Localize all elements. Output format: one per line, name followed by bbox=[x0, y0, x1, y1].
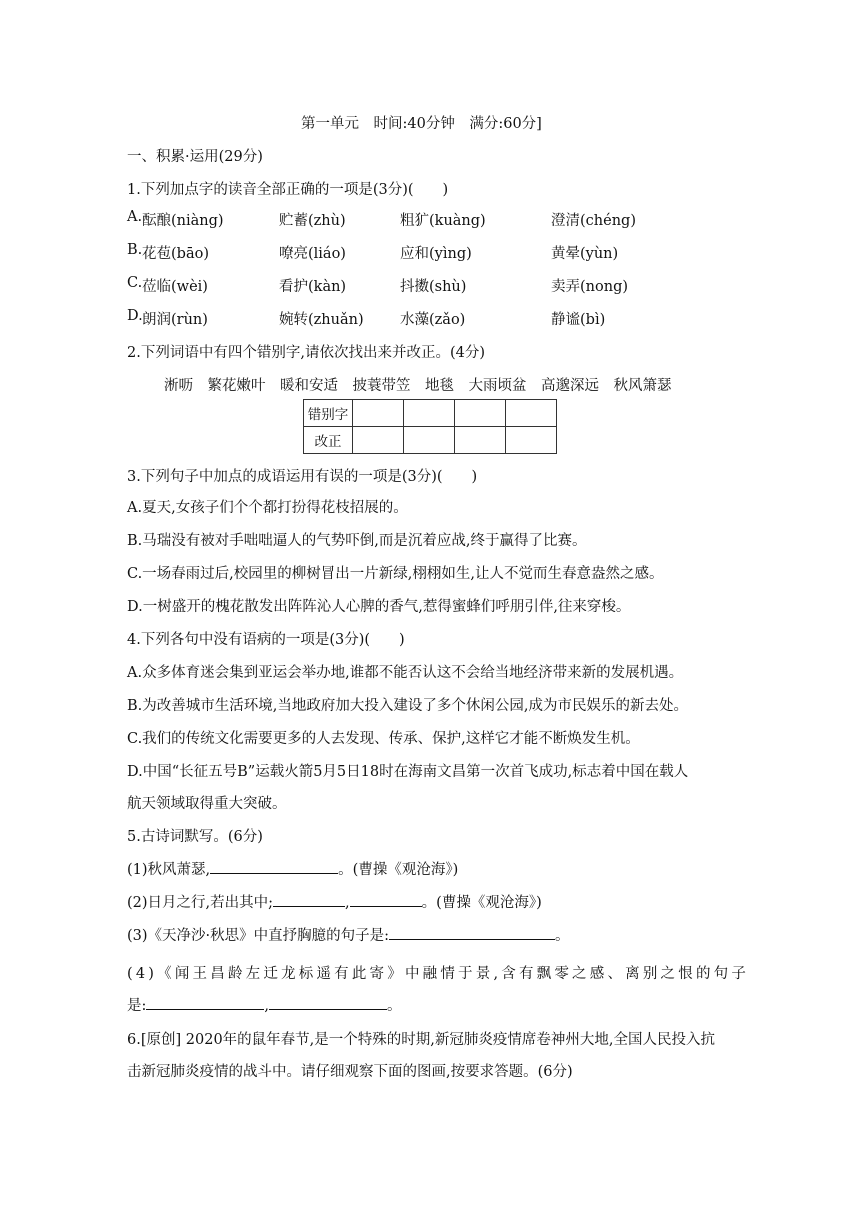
question-2-stem: 2.下列词语中有四个错别字,请依次找出来并改正。(4分) bbox=[127, 345, 485, 361]
question-6-line-2: 击新冠肺炎疫情的战斗中。请仔细观察下面的图画,按要求答题。(6分) bbox=[127, 1064, 573, 1080]
answer-blank[interactable] bbox=[273, 892, 345, 907]
table-header-wrong: 错别字 bbox=[304, 400, 353, 427]
question-2-word-list: 淅呖 繁花嫩叶 暖和安适 披蓑带笠 地毯 大雨顷盆 高邈深远 秋风箫瑟 bbox=[164, 378, 672, 394]
answer-blank[interactable] bbox=[269, 995, 387, 1010]
original-tag: [原创] bbox=[140, 1032, 182, 1048]
q5-item-1-prefix: (1)秋风萧瑟, bbox=[127, 862, 211, 878]
question-6-line-1 bbox=[127, 1028, 715, 1049]
table-cell[interactable] bbox=[353, 427, 404, 454]
q1-option-a-item1: 酝酿(niàng) bbox=[142, 213, 224, 229]
section-title: 一、积累·运用(29分) bbox=[127, 149, 263, 165]
q1-option-d-item1: 朗润(rùn) bbox=[142, 312, 208, 328]
question-3-stem: 3.下列句子中加点的成语运用有误的一项是(3分)( ) bbox=[127, 469, 478, 485]
table-cell[interactable] bbox=[506, 427, 557, 454]
q1-option-c-item1: 莅临(wèi) bbox=[142, 279, 208, 295]
q5-item-2-suffix: 。(曹操《观沧海》) bbox=[421, 895, 542, 911]
table-cell[interactable] bbox=[404, 427, 455, 454]
q5-item-1-suffix: 。(曹操《观沧海》) bbox=[338, 862, 459, 878]
q4-option-b: B.为改善城市生活环境,当地政府加大投入建设了多个休闲公园,成为市民娱乐的新去处。 bbox=[127, 698, 688, 714]
q3-option-b: B.马瑞没有被对手咄咄逼人的气势吓倒,而是沉着应战,终于赢得了比赛。 bbox=[127, 533, 587, 549]
table-cell[interactable] bbox=[455, 427, 506, 454]
q5-item-1 bbox=[127, 858, 458, 879]
q1-option-b-item3: 应和(yìng) bbox=[400, 246, 472, 262]
q3-option-c: C.一场春雨过后,校园里的柳树冒出一片新绿,栩栩如生,让人不觉而生春意盎然之感。 bbox=[127, 566, 664, 582]
table-header-correct: 改正 bbox=[304, 427, 353, 454]
q1-option-a-label: A. bbox=[127, 209, 143, 225]
q1-option-b-item1: 花苞(bāo) bbox=[142, 246, 209, 262]
q5-item-4-suffix: 。 bbox=[387, 998, 402, 1014]
q1-option-a-item3: 粗犷(kuàng) bbox=[400, 213, 486, 229]
q1-option-b-label: B. bbox=[127, 242, 143, 258]
q1-option-c-item2: 看护(kàn) bbox=[279, 279, 347, 295]
answer-blank[interactable] bbox=[210, 859, 338, 874]
answer-blank[interactable] bbox=[350, 892, 422, 907]
correction-table bbox=[303, 399, 557, 454]
answer-blank[interactable] bbox=[146, 995, 264, 1010]
q5-item-4-prefix: 是: bbox=[127, 998, 147, 1014]
q4-option-c: C.我们的传统文化需要更多的人去发现、传承、保护,这样它才能不断焕发生机。 bbox=[127, 731, 640, 747]
q5-item-4: (4)《闻王昌龄左迁龙标遥有此寄》中融情于景,含有飘零之感、离别之恨的句子 bbox=[127, 966, 750, 982]
question-4-stem: 4.下列各句中没有语病的一项是(3分)( ) bbox=[127, 632, 405, 648]
q1-option-c-item4: 卖弄(nong) bbox=[551, 279, 629, 295]
question-6-number: 6. bbox=[127, 1032, 141, 1048]
q1-option-b-item2: 嘹亮(liáo) bbox=[279, 246, 346, 262]
q1-option-c-item3: 抖擞(shù) bbox=[400, 279, 467, 295]
page-header: 第一单元 时间:40分钟 满分:60分] bbox=[301, 116, 542, 132]
q5-item-4-sep: , bbox=[264, 998, 269, 1014]
q1-option-d-item4: 静谧(bì) bbox=[551, 312, 606, 328]
table-cell[interactable] bbox=[353, 400, 404, 427]
table-cell[interactable] bbox=[404, 400, 455, 427]
q5-item-3-suffix: 。 bbox=[555, 928, 570, 944]
table-cell[interactable] bbox=[455, 400, 506, 427]
q1-option-a-item2: 贮蓄(zhù) bbox=[279, 213, 346, 229]
q3-option-d: D.一树盛开的槐花散发出阵阵沁人心脾的香气,惹得蜜蜂们呼朋引伴,往来穿梭。 bbox=[127, 599, 631, 615]
table-cell[interactable] bbox=[506, 400, 557, 427]
answer-blank[interactable] bbox=[389, 925, 555, 940]
q4-option-a: A.众多体育迷会集到亚运会举办地,谁都不能否认这不会给当地经济带来新的发展机遇。 bbox=[127, 665, 684, 681]
q5-item-2 bbox=[127, 891, 542, 912]
q1-option-c-label: C. bbox=[127, 275, 143, 291]
q5-item-4-continued bbox=[127, 994, 402, 1015]
q1-option-d-item3: 水藻(zǎo) bbox=[400, 312, 466, 328]
q3-option-a: A.夏天,女孩子们个个都打扮得花枝招展的。 bbox=[127, 500, 408, 516]
q4-option-d-continued: 航天领域取得重大突破。 bbox=[127, 796, 287, 812]
q5-item-2-prefix: (2)日月之行,若出其中; bbox=[127, 895, 274, 911]
q5-item-2-sep: , bbox=[345, 895, 350, 911]
q5-item-3 bbox=[127, 924, 570, 945]
q1-option-d-item2: 婉转(zhuǎn) bbox=[279, 312, 364, 328]
question-6-text: 2020年的鼠年春节,是一个特殊的时期,新冠肺炎疫情席卷神州大地,全国人民投入抗 bbox=[185, 1032, 716, 1048]
question-5-stem: 5.古诗词默写。(6分) bbox=[127, 829, 263, 845]
q4-option-d: D.中国“长征五号B”运载火箭5月5日18时在海南文昌第一次首飞成功,标志着中国在载人 bbox=[127, 764, 689, 780]
q5-item-3-prefix: (3)《天净沙·秋思》中直抒胸臆的句子是: bbox=[127, 928, 390, 944]
q1-option-b-item4: 黄晕(yùn) bbox=[551, 246, 619, 262]
q1-option-a-item4: 澄清(chéng) bbox=[551, 213, 636, 229]
question-1-stem: 1.下列加点字的读音全部正确的一项是(3分)( ) bbox=[127, 182, 449, 198]
q1-option-d-label: D. bbox=[127, 308, 143, 324]
